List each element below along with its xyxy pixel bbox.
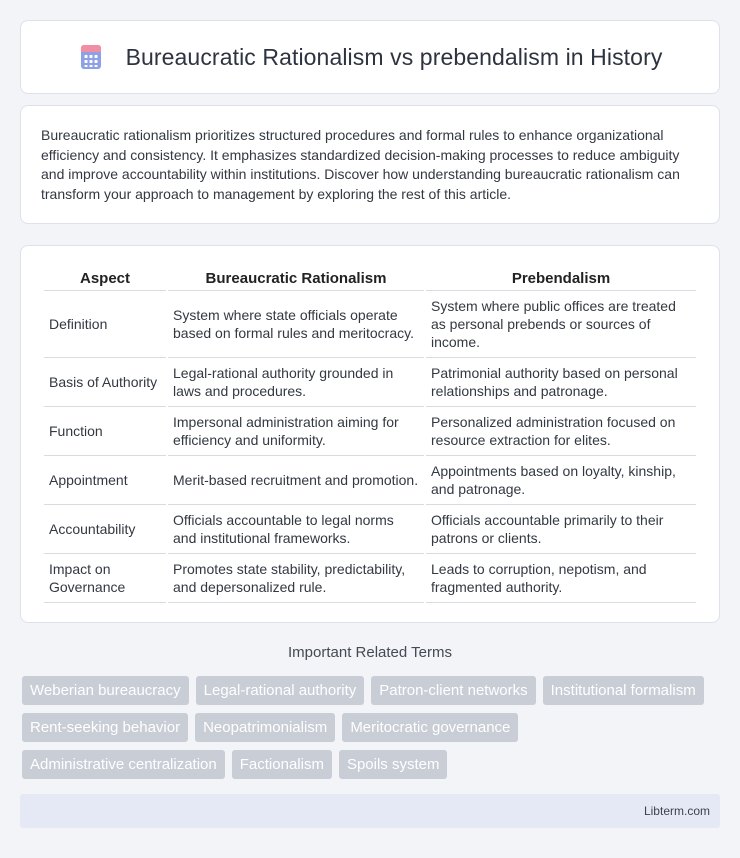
comparison-table-card bbox=[20, 245, 720, 623]
row-prebendalism: Leads to corruption, nepotism, and fragmented authority. bbox=[426, 554, 696, 603]
row-bureaucratic: System where state officials operate based on formal rules and meritocracy. bbox=[168, 291, 424, 358]
table-row bbox=[44, 456, 696, 505]
related-term-tag[interactable]: Rent-seeking behavior bbox=[22, 713, 188, 742]
related-terms-title: Important Related Terms bbox=[288, 644, 452, 661]
row-prebendalism: Patrimonial authority based on personal relationships and patronage. bbox=[426, 358, 696, 407]
row-prebendalism: System where public offices are treated as personal prebends or sources of income. bbox=[426, 291, 696, 358]
calculator-icon bbox=[78, 44, 104, 70]
header-aspect: Aspect bbox=[44, 268, 166, 291]
row-bureaucratic: Merit-based recruitment and promotion. bbox=[168, 456, 424, 505]
related-term-tag[interactable]: Institutional formalism bbox=[543, 676, 704, 705]
row-prebendalism: Officials accountable primarily to their patrons or clients. bbox=[426, 505, 696, 554]
table-row bbox=[44, 358, 696, 407]
intro-text: Bureaucratic rationalism prioritizes structured procedures and formal rules to enhance organizational efficiency and consistency. It emphasizes standardized decision-making processes to reduce ambiguity and improve accountability within institutions. Discover how understanding bureaucratic rationalism can transform your approach to management by exploring the rest of this article. bbox=[41, 127, 680, 202]
row-aspect: Definition bbox=[44, 291, 166, 358]
row-bureaucratic: Impersonal administration aiming for efficiency and uniformity. bbox=[168, 407, 424, 456]
title-card bbox=[20, 20, 720, 94]
related-term-tag[interactable]: Factionalism bbox=[232, 750, 332, 779]
table-row bbox=[44, 291, 696, 358]
row-aspect: Basis of Authority bbox=[44, 358, 166, 407]
related-term-tag[interactable]: Patron-client networks bbox=[371, 676, 535, 705]
related-term-tag[interactable]: Neopatrimonialism bbox=[195, 713, 335, 742]
row-prebendalism: Personalized administration focused on resource extraction for elites. bbox=[426, 407, 696, 456]
table-row bbox=[44, 505, 696, 554]
table-row bbox=[44, 554, 696, 603]
related-terms-list bbox=[22, 676, 722, 779]
header-bureaucratic-rationalism: Bureaucratic Rationalism bbox=[168, 268, 424, 291]
row-bureaucratic: Legal-rational authority grounded in laws and procedures. bbox=[168, 358, 424, 407]
related-term-tag[interactable]: Meritocratic governance bbox=[342, 713, 518, 742]
page-title: Bureaucratic Rationalism vs prebendalism in History bbox=[125, 43, 663, 70]
row-bureaucratic: Officials accountable to legal norms and institutional frameworks. bbox=[168, 505, 424, 554]
comparison-table bbox=[42, 268, 698, 603]
table-row bbox=[44, 407, 696, 456]
footer-brand-link[interactable]: Libterm.com bbox=[643, 804, 710, 818]
footer bbox=[20, 794, 720, 828]
row-aspect: Accountability bbox=[44, 505, 166, 554]
row-aspect: Impact on Governance bbox=[44, 554, 166, 603]
related-term-tag[interactable]: Legal-rational authority bbox=[196, 676, 365, 705]
related-term-tag[interactable]: Spoils system bbox=[339, 750, 448, 779]
related-term-tag[interactable]: Weberian bureaucracy bbox=[22, 676, 189, 705]
row-aspect: Function bbox=[44, 407, 166, 456]
table-header-row bbox=[44, 268, 696, 291]
row-prebendalism: Appointments based on loyalty, kinship, and patronage. bbox=[426, 456, 696, 505]
header-prebendalism: Prebendalism bbox=[426, 268, 696, 291]
related-term-tag[interactable]: Administrative centralization bbox=[22, 750, 225, 779]
row-aspect: Appointment bbox=[44, 456, 166, 505]
intro-card bbox=[20, 105, 720, 224]
row-bureaucratic: Promotes state stability, predictability, and depersonalized rule. bbox=[168, 554, 424, 603]
